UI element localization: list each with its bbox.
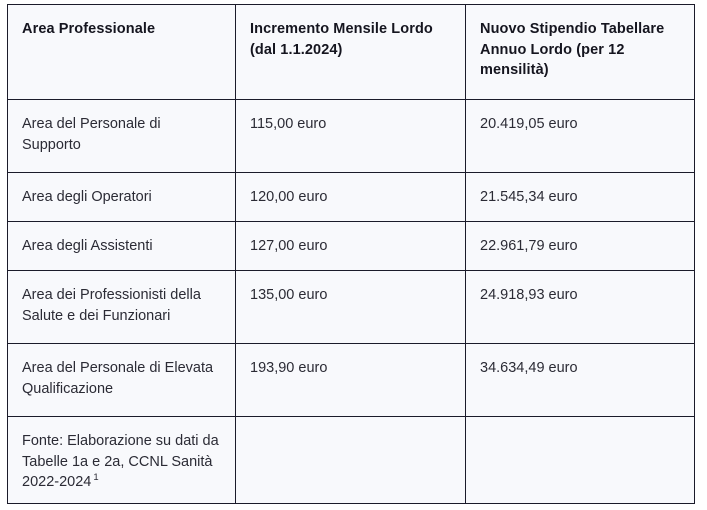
cell-stipendio: 34.634,49 euro [466, 344, 695, 417]
column-header-area: Area Professionale [8, 5, 236, 100]
table-source-row [8, 417, 695, 504]
cell-incremento: 120,00 euro [236, 173, 466, 222]
cell-source-note [8, 417, 236, 504]
cell-area: Area del Personale di Supporto [8, 100, 236, 173]
table-header-row [8, 5, 695, 100]
table-row [8, 222, 695, 271]
table-row [8, 344, 695, 417]
cell-incremento: 127,00 euro [236, 222, 466, 271]
source-note-text: Fonte: Elaborazione su dati da Tabelle 1a e 2a, CCNL Sanità 2022-2024 [22, 433, 219, 491]
salary-increase-table [7, 4, 695, 504]
cell-stipendio: 20.419,05 euro [466, 100, 695, 173]
column-header-stipendio: Nuovo Stipendio Tabellare Annuo Lordo (per 12 mensilità) [466, 5, 695, 100]
table-body [8, 100, 695, 504]
footnote-marker: 1 [93, 472, 99, 484]
cell-stipendio: 21.545,34 euro [466, 173, 695, 222]
cell-source-empty-stipendio [466, 417, 695, 504]
table-container [7, 4, 694, 497]
cell-incremento: 115,00 euro [236, 100, 466, 173]
cell-source-empty-incremento [236, 417, 466, 504]
table-row [8, 271, 695, 344]
table-row [8, 100, 695, 173]
cell-stipendio: 22.961,79 euro [466, 222, 695, 271]
cell-incremento: 135,00 euro [236, 271, 466, 344]
table-row [8, 173, 695, 222]
cell-area: Area del Personale di Elevata Qualificazione [8, 344, 236, 417]
table-header [8, 5, 695, 100]
cell-incremento: 193,90 euro [236, 344, 466, 417]
cell-area: Area degli Assistenti [8, 222, 236, 271]
column-header-incremento: Incremento Mensile Lordo (dal 1.1.2024) [236, 5, 466, 100]
cell-area: Area dei Professionisti della Salute e dei Funzionari [8, 271, 236, 344]
cell-area: Area degli Operatori [8, 173, 236, 222]
cell-stipendio: 24.918,93 euro [466, 271, 695, 344]
